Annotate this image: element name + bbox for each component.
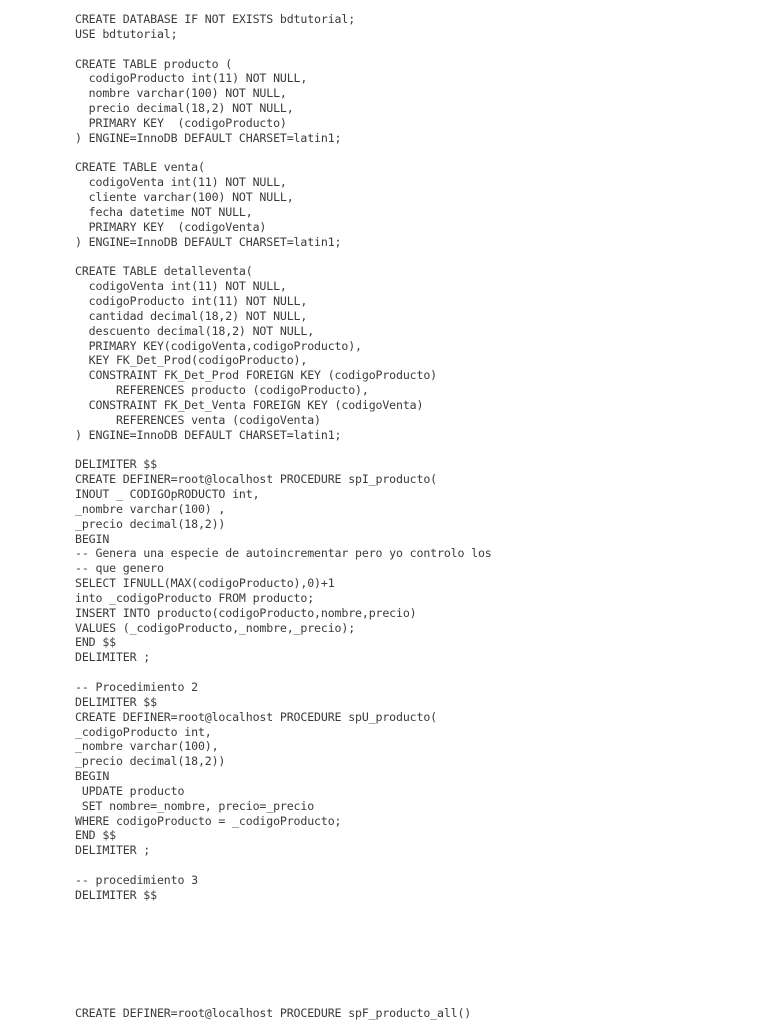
sql-code-block: CREATE DATABASE IF NOT EXISTS bdtutorial; USE bdtutorial; CREATE TABLE producto ( codigoProducto int(11) NOT NULL, nombre varchar(100) NOT NULL, precio decimal(18,2) NOT NULL, PRIMARY KEY (codigoProducto) ) ENGINE=InnoDB DEFAULT CHARSET=latin1; CREATE TABLE venta( codigoVenta int(11) NOT NULL, cliente varchar(100) NOT NULL, fecha datetime NOT NULL, PRIMARY KEY (codigoVenta) ) ENGINE=InnoDB DEFAULT CHARSET=latin1; CREATE TABLE detalleventa( codigoVenta int(11) NOT NULL, codigoProducto int(11) NOT NULL, cantidad decimal(18,2) NOT NULL, descuento decimal(18,2) NOT NULL, PRIMARY KEY(codigoVenta,codigoProducto), KEY FK_Det_Prod(codigoProducto), CONSTRAINT FK_Det_Prod FOREIGN KEY (codigoProducto) REFERENCES producto (codigoProducto), CONSTRAINT FK_Det_Venta FOREIGN KEY (codigoVenta) REFERENCES venta (codigoVenta) ) ENGINE=InnoDB DEFAULT CHARSET=latin1; DELIMITER $$ CREATE DEFINER=root@localhost PROCEDURE spI_producto( INOUT _ CODIGOpRODUCTO int, _nombre varchar(100) , _precio decimal(18,2)) BEGIN -- Genera una especie de autoincrementar pero yo controlo los -- que genero SELECT IFNULL(MAX(codigoProducto),0)+1 into _codigoProducto FROM producto; INSERT INTO producto(codigoProducto,nombre,precio) VALUES (_codigoProducto,_nombre,_precio); END $$ DELIMITER ; -- Procedimiento 2 DELIMITER $$ CREATE DEFINER=root@localhost PROCEDURE spU_producto( _codigoProducto int, _nombre varchar(100), _precio decimal(18,2)) BEGIN UPDATE producto SET nombre=_nombre, precio=_precio WHERE codigoProducto = _codigoProducto; END $$ DELIMITER ; -- procedimiento 3 DELIMITER $$ <box>75 12 492 902</box>
sql-code-continuation: CREATE DEFINER=root@localhost PROCEDURE spF_producto_all() <box>75 1006 472 1020</box>
